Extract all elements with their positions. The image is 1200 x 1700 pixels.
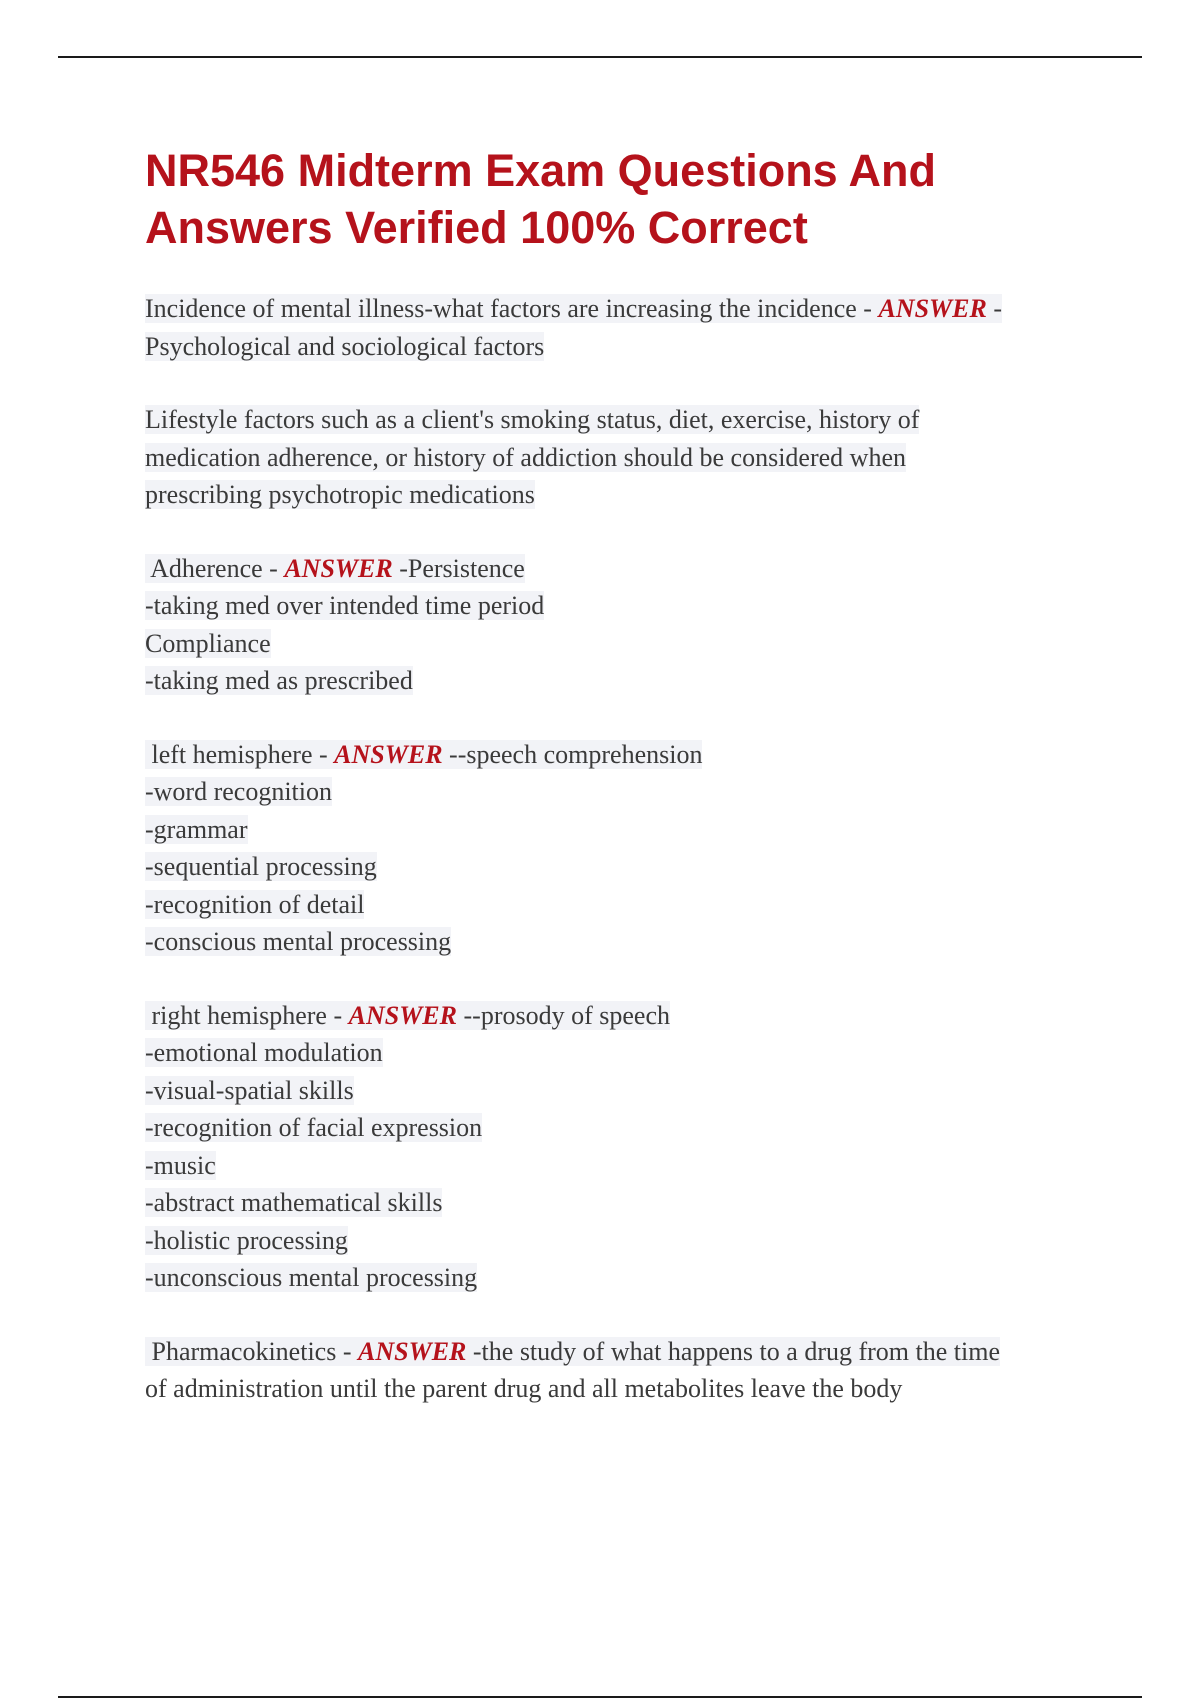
- answer-label: ANSWER: [284, 553, 393, 583]
- answer-line: -visual-spatial skills: [145, 1075, 354, 1105]
- page-title: [145, 142, 1105, 256]
- answer-text: -: [986, 294, 1003, 323]
- qa-block-pharmacokinetics: [145, 1333, 1095, 1408]
- lifestyle-note: [145, 401, 1095, 514]
- answer-line: -grammar: [145, 814, 248, 844]
- answer-line: -abstract mathematical skills: [145, 1188, 443, 1217]
- answer-line: -recognition of facial expression: [145, 1113, 483, 1142]
- note-line: medication adherence, or history of addiction should be considered when: [145, 442, 906, 472]
- answer-label: ANSWER: [878, 294, 987, 323]
- qa-block-incidence: [145, 290, 1095, 365]
- answer-line: -taking med as prescribed: [145, 666, 413, 695]
- answer-line: -unconscious mental processing: [145, 1263, 478, 1292]
- answer-line: -holistic processing: [145, 1225, 348, 1255]
- qa-block-adherence: [145, 550, 1095, 700]
- answer-line: -recognition of detail: [145, 889, 365, 919]
- question-text: Pharmacokinetics -: [145, 1336, 358, 1366]
- note-line: prescribing psychotropic medications: [145, 480, 535, 509]
- answer-label: ANSWER: [334, 739, 443, 769]
- answer-line: of administration until the parent drug and all metabolites leave the body: [145, 1374, 903, 1403]
- title-line-1: NR546 Midterm Exam Questions And: [145, 145, 937, 196]
- question-text: left hemisphere -: [145, 739, 335, 769]
- question-text: right hemisphere -: [145, 1000, 349, 1030]
- answer-text: -the study of what happens to a drug from the time: [466, 1336, 1000, 1366]
- answer-line: Psychological and sociological factors: [145, 331, 545, 361]
- qa-block-left-hemisphere: [145, 736, 1095, 961]
- question-text: Adherence -: [145, 553, 285, 583]
- answer-label: ANSWER: [358, 1336, 467, 1366]
- answer-text: --prosody of speech: [457, 1000, 670, 1030]
- answer-line: -taking med over intended time period: [145, 591, 545, 620]
- note-line: Lifestyle factors such as a client's smoking status, diet, exercise, history of: [145, 405, 920, 434]
- title-line-2: Answers Verified 100% Correct: [145, 202, 808, 253]
- question-text: Incidence of mental illness-what factors are increasing the incidence -: [145, 294, 879, 323]
- answer-line: -music: [145, 1150, 216, 1180]
- answer-label: ANSWER: [348, 1000, 457, 1030]
- answer-text: --speech comprehension: [442, 739, 703, 769]
- top-divider: [58, 56, 1142, 58]
- answer-line: -sequential processing: [145, 852, 377, 881]
- bottom-divider: [58, 1696, 1142, 1698]
- answer-text: -Persistence: [392, 553, 525, 583]
- document-body: [145, 290, 1095, 1444]
- answer-line: -word recognition: [145, 777, 333, 806]
- qa-block-right-hemisphere: [145, 997, 1095, 1297]
- answer-line: -conscious mental processing: [145, 927, 452, 956]
- answer-line: Compliance: [145, 628, 271, 658]
- answer-line: -emotional modulation: [145, 1038, 383, 1067]
